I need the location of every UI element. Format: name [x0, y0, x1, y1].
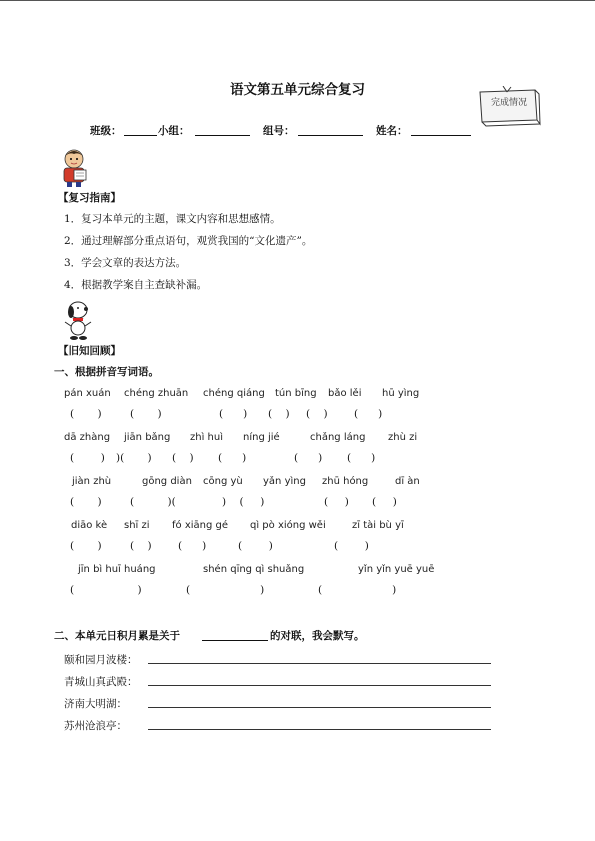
couplet-line-4[interactable] — [148, 729, 491, 730]
class-label: 班级： — [90, 125, 122, 137]
pinyin-r3-6: dī àn — [395, 476, 420, 487]
answer-blank[interactable]: ( ) — [347, 452, 376, 464]
name-label: 姓名： — [376, 125, 408, 137]
pinyin-r4-2: shī zi — [124, 520, 150, 531]
q2-topic-blank[interactable] — [202, 640, 268, 641]
answer-blank[interactable]: ( ) — [306, 408, 328, 420]
badge-frame-icon — [477, 86, 543, 130]
answer-blank[interactable]: ( ) — [268, 408, 290, 420]
pinyin-r4-4: qì pò xióng wěi — [250, 520, 326, 531]
pinyin-r3-5: zhū hóng — [322, 476, 369, 487]
group-label: 小组： — [158, 125, 190, 137]
pinyin-r2-1: dā zhàng — [64, 432, 111, 443]
pinyin-r1-1: pán xuán — [64, 388, 111, 399]
old-knowledge-heading: 【旧知回顾】 — [58, 345, 121, 357]
guide-item-3: 3．学会文章的表达方法。 — [64, 257, 187, 269]
page-title: 语文第五单元综合复习 — [230, 82, 365, 98]
answer-blank[interactable]: ( ) — [318, 584, 397, 596]
cartoon-dog-icon — [63, 300, 95, 342]
pinyin-r5-1: jīn bì huī huáng — [78, 564, 156, 575]
answer-blank[interactable]: ( ) — [218, 452, 247, 464]
group-no-blank[interactable] — [298, 135, 363, 136]
answer-blank[interactable]: ( ) — [70, 584, 142, 596]
guide-item-2: 2．通过理解部分重点语句，观赏我国的“文化遗产”。 — [64, 235, 313, 247]
group-no-label: 组号： — [263, 125, 295, 137]
review-guide-heading: 【复习指南】 — [58, 192, 121, 204]
pinyin-r3-1: jiàn zhù — [72, 476, 112, 487]
answer-blank[interactable]: ( )( — [130, 496, 176, 508]
answer-blank[interactable]: ) ( ) — [222, 496, 265, 508]
answer-blank[interactable]: ( ) — [354, 408, 383, 420]
pinyin-r2-2: jiān bǎng — [124, 432, 171, 443]
couplet-line-2[interactable] — [148, 685, 491, 686]
couplet-label-3: 济南大明湖： — [64, 698, 127, 710]
answer-blank[interactable]: ( ) — [186, 584, 265, 596]
answer-blank[interactable]: ( ) — [130, 540, 152, 552]
pinyin-r1-3: chéng qiáng — [203, 388, 265, 399]
pinyin-r5-3: yǐn yǐn yuē yuē — [358, 564, 435, 575]
answer-blank[interactable]: ( ) — [130, 408, 162, 420]
class-blank[interactable] — [124, 135, 157, 136]
answer-blank[interactable]: ( ) — [219, 408, 248, 420]
answer-blank[interactable]: ( ) — [70, 452, 105, 464]
answer-blank[interactable]: ( ) — [238, 540, 273, 552]
couplet-label-1: 颐和园月波楼： — [64, 654, 138, 666]
pinyin-r1-5: bǎo lěi — [328, 388, 362, 399]
pinyin-r4-3: fó xiāng gé — [172, 520, 229, 531]
top-border — [0, 0, 595, 1]
pinyin-r3-2: gōng diàn — [142, 476, 192, 487]
pinyin-r1-4: tún bīng — [275, 388, 317, 399]
pinyin-r2-5: chǎng láng — [310, 432, 366, 443]
pinyin-r4-1: diāo kè — [71, 520, 108, 531]
couplet-line-3[interactable] — [148, 707, 491, 708]
couplet-label-4: 苏州沧浪亭： — [64, 720, 127, 732]
answer-blank[interactable]: ( ) — [178, 540, 207, 552]
reading-person-icon — [60, 148, 90, 188]
name-blank[interactable] — [411, 135, 471, 136]
answer-blank[interactable]: ( ) — [172, 452, 194, 464]
answer-blank[interactable]: ( ) — [70, 540, 102, 552]
answer-blank[interactable]: ( ) — [324, 496, 349, 508]
pinyin-r1-6: hū yìng — [382, 388, 420, 399]
pinyin-r3-4: yǎn yìng — [263, 476, 306, 487]
pinyin-r3-3: cōng yù — [203, 476, 243, 487]
q2-heading-prefix: 二、本单元日积月累是关于 — [54, 630, 180, 642]
answer-blank[interactable]: ( ) — [334, 540, 369, 552]
guide-item-1: 1．复习本单元的主题，课文内容和思想感情。 — [64, 213, 281, 225]
pinyin-r4-5: zī tài bù yī — [352, 520, 404, 531]
badge-label: 完成情况 — [490, 98, 527, 108]
group-blank[interactable] — [195, 135, 250, 136]
pinyin-r5-2: shén qīng qì shuǎng — [203, 564, 305, 575]
q1-heading: 一、根据拼音写词语。 — [54, 366, 159, 378]
couplet-line-1[interactable] — [148, 663, 491, 664]
q2-heading-suffix: 的对联，我会默写。 — [270, 630, 365, 642]
answer-blank[interactable]: ( ) — [294, 452, 323, 464]
answer-blank[interactable]: ( ) — [70, 408, 102, 420]
answer-blank[interactable]: ( ) — [372, 496, 397, 508]
pinyin-r2-3: zhì huì — [190, 432, 223, 443]
answer-blank[interactable]: )( ) — [116, 452, 152, 464]
guide-item-4: 4．根据教学案自主查缺补漏。 — [64, 279, 208, 291]
answer-blank[interactable]: ( ) — [70, 496, 102, 508]
pinyin-r1-2: chéng zhuān — [124, 388, 189, 399]
pinyin-r2-6: zhù zi — [388, 432, 418, 443]
couplet-label-2: 青城山真武殿： — [64, 676, 138, 688]
completion-badge — [477, 86, 543, 130]
pinyin-r2-4: níng jié — [243, 432, 280, 443]
